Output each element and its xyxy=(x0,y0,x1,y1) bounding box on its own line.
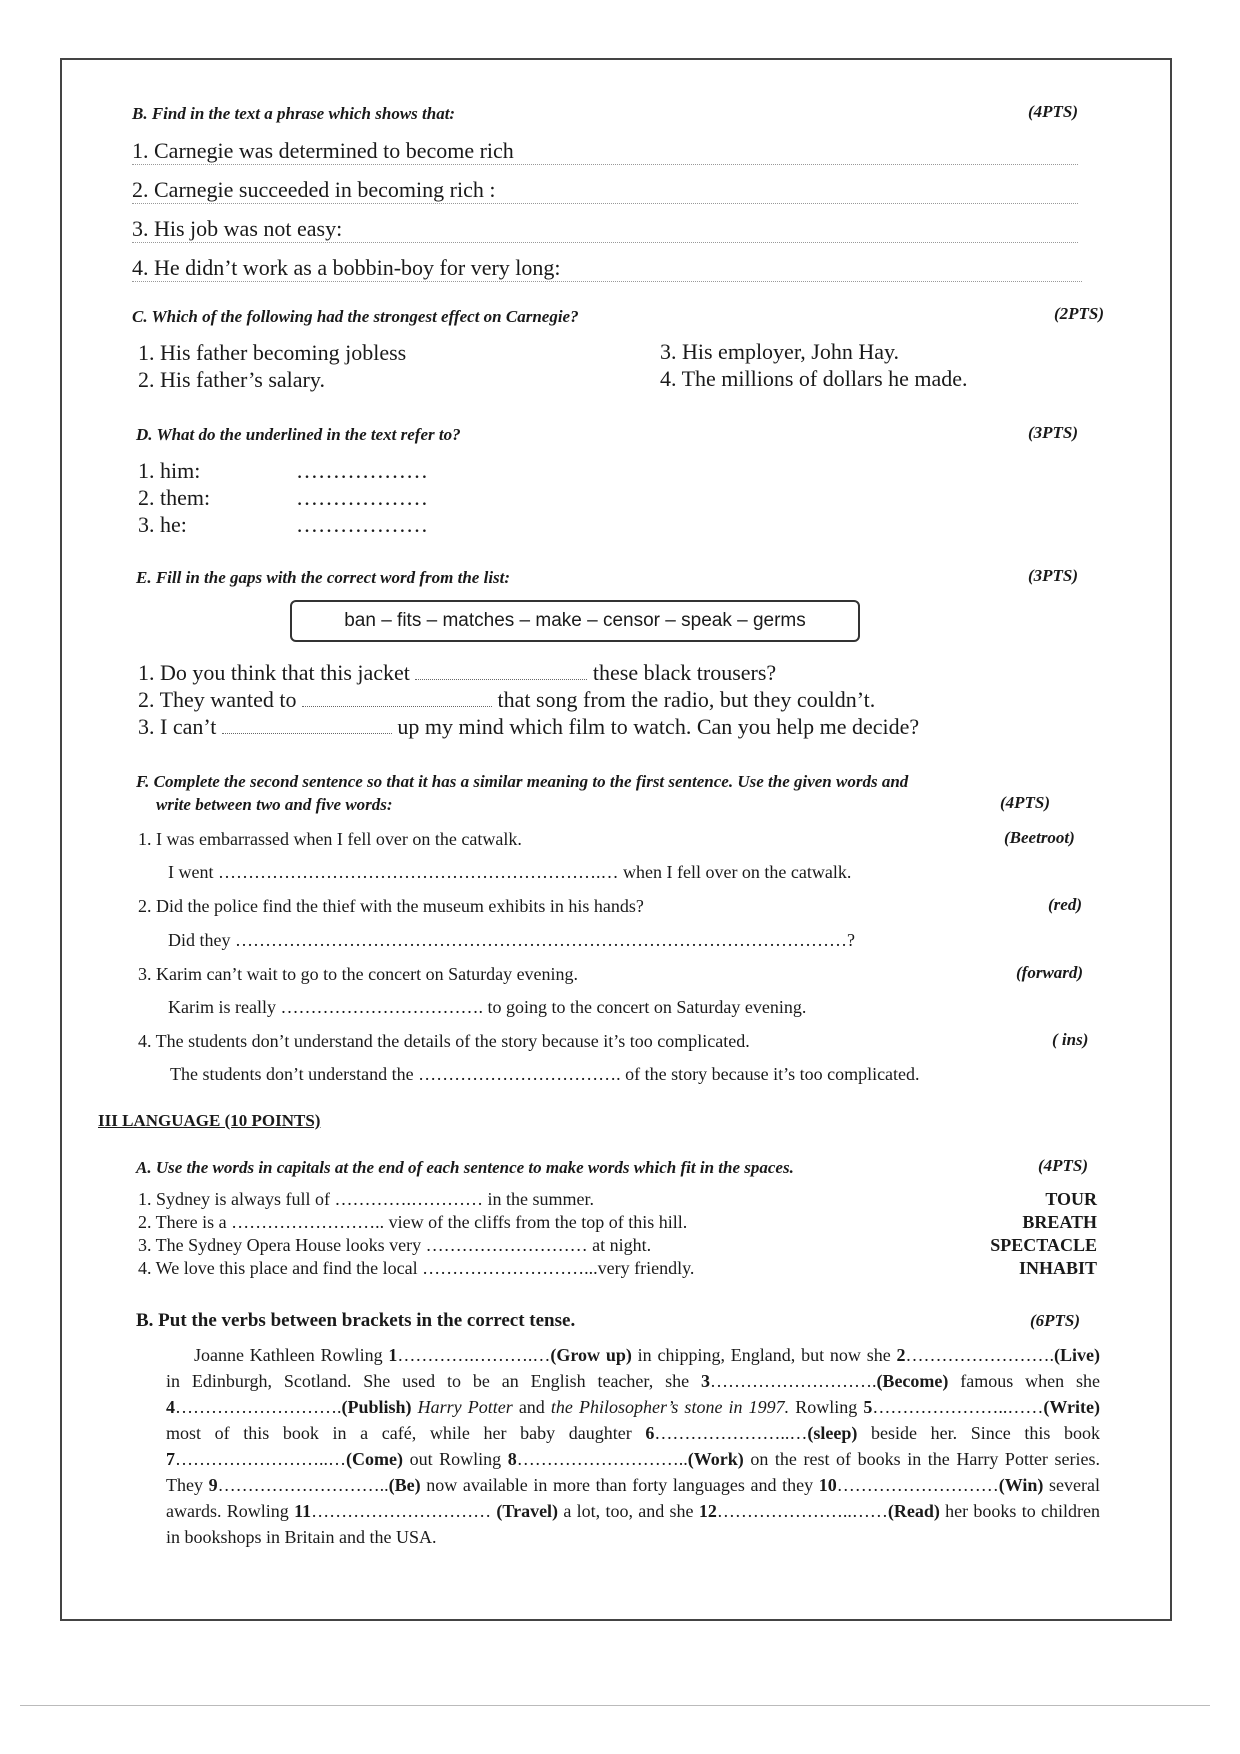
lb-p7: most of this book in a café, while her baby daughter xyxy=(166,1423,646,1443)
lb-book2: the Philosopher’s stone in 1997. xyxy=(550,1397,790,1417)
lb-p10: on the rest of books in the Harry Potter series. They xyxy=(166,1449,1100,1495)
d-item-2-blank: ……………… xyxy=(296,485,428,510)
lb-d11: ………………………… xyxy=(311,1501,492,1521)
lb-book1: Harry Potter xyxy=(411,1397,513,1417)
lb-d5: …………………..…… xyxy=(872,1397,1044,1417)
lb-v8: (Work) xyxy=(687,1449,744,1469)
b-item-1: 1. Carnegie was determined to become rich xyxy=(132,138,1078,165)
lb-p1: Joanne Kathleen Rowling xyxy=(194,1345,389,1365)
lb-n9: 9 xyxy=(208,1475,218,1495)
word-list-box: ban – fits – matches – make – censor – speak – germs xyxy=(290,600,860,642)
language-b-title: B. Put the verbs between brackets in the correct tense. xyxy=(136,1310,576,1331)
section-d-title: D. What do the underlined in the text refer to? xyxy=(136,425,461,444)
d-item-3-blank: ……………… xyxy=(296,512,428,537)
lb-p9: out Rowling xyxy=(402,1449,508,1469)
language-a-points: (4PTS) xyxy=(1038,1156,1089,1175)
section-d-points: (3PTS) xyxy=(1028,423,1079,442)
la-item-2-text: 2. There is a …………………….. view of the cliffs from the top of this hill. xyxy=(138,1212,688,1232)
lb-d7: ……………………..… xyxy=(175,1449,346,1469)
lb-d1: ………….……….… xyxy=(397,1345,551,1365)
lb-n8: 8 xyxy=(507,1449,517,1469)
section-b-points: (4PTS) xyxy=(1028,102,1079,121)
f-item-2-key: (red) xyxy=(1048,895,1082,914)
lb-d9: ……………………….. xyxy=(217,1475,389,1495)
section-e-title: E. Fill in the gaps with the correct word from the list: xyxy=(136,568,511,587)
c-option-3: 3. His employer, John Hay. xyxy=(660,339,900,364)
lb-v3: (Become) xyxy=(876,1371,949,1391)
d-item-1-label: 1. him: xyxy=(138,458,201,483)
lb-d3: ………………………. xyxy=(709,1371,877,1391)
c-option-2: 2. His father’s salary. xyxy=(138,367,325,392)
lb-p3: in Edinburgh, Scotland. She used to be an English teacher, she xyxy=(166,1371,701,1391)
lb-v2: (Live) xyxy=(1054,1345,1100,1365)
lb-v9: (Be) xyxy=(388,1475,421,1495)
lb-n3: 3 xyxy=(700,1371,710,1391)
e-sentence-1-before: 1. Do you think that this jacket xyxy=(138,660,410,685)
e-sentence-2 xyxy=(138,687,875,713)
section-f-title-line1: F. Complete the second sentence so that it has a similar meaning to the first sentence. Use the given words and xyxy=(136,772,909,791)
e-gap-2[interactable] xyxy=(302,692,492,707)
lb-p13: a lot, too, and she xyxy=(558,1501,699,1521)
f-item-3-key: (forward) xyxy=(1016,963,1084,982)
e-sentence-2-before: 2. They wanted to xyxy=(138,687,297,712)
f-item-1-sentence: 1. I was embarrassed when I fell over on the catwalk. xyxy=(138,829,522,849)
lb-p12: several awards. Rowling xyxy=(166,1475,1100,1521)
language-b-points: (6PTS) xyxy=(1030,1311,1081,1330)
lb-v1: (Grow up) xyxy=(550,1345,632,1365)
f-item-2-sentence: 2. Did the police find the thief with the museum exhibits in his hands? xyxy=(138,896,644,916)
lb-n4: 4 xyxy=(166,1397,175,1417)
f-item-1-key: (Beetroot) xyxy=(1004,828,1075,847)
e-gap-1[interactable] xyxy=(415,665,587,680)
lb-n1: 1 xyxy=(388,1345,398,1365)
section-e-points: (3PTS) xyxy=(1028,566,1079,585)
lb-n7: 7 xyxy=(166,1449,175,1469)
d-item-3-label: 3. he: xyxy=(138,512,187,537)
lb-d2: ……………………. xyxy=(905,1345,1054,1365)
language-b-paragraph xyxy=(166,1342,1100,1550)
b-item-4: 4. He didn’t work as a bobbin-boy for very long: xyxy=(132,255,1082,282)
lb-v6: (sleep) xyxy=(807,1423,858,1443)
lb-v10: (Win) xyxy=(998,1475,1044,1495)
la-item-2-word: BREATH xyxy=(1022,1212,1097,1232)
lb-n11: 11 xyxy=(294,1501,312,1521)
e-sentence-1 xyxy=(138,660,776,686)
b-item-3: 3. His job was not easy: xyxy=(132,216,1078,243)
lb-d8: ……………………….. xyxy=(516,1449,688,1469)
la-item-4-word: INHABIT xyxy=(1018,1258,1097,1278)
lb-d12: …………………..…… xyxy=(716,1501,888,1521)
lb-d4: ………………………. xyxy=(175,1397,342,1417)
c-option-4: 4. The millions of dollars he made. xyxy=(660,366,968,391)
e-sentence-1-after: these black trousers? xyxy=(592,660,777,685)
lb-p11: now available in more than forty languages and they xyxy=(420,1475,819,1495)
section-c-points: (2PTS) xyxy=(1054,304,1105,323)
lb-d10: ……………………… xyxy=(836,1475,999,1495)
f-item-4-sentence: 4. The students don’t understand the details of the story because it’s too complicated. xyxy=(138,1031,750,1051)
f-item-3-sentence: 3. Karim can’t wait to go to the concert on Saturday evening. xyxy=(138,964,579,984)
lb-v12: (Read) xyxy=(887,1501,940,1521)
e-sentence-3 xyxy=(138,714,919,740)
f-item-4-key: ( ins) xyxy=(1052,1030,1089,1049)
e-sentence-3-before: 3. I can’t xyxy=(138,714,217,739)
f-item-3-rewrite: Karim is really ……………………………. to going to the concert on Saturday evening. xyxy=(168,997,807,1017)
section-f-points: (4PTS) xyxy=(1000,793,1051,812)
section-3-title: III LANGUAGE (10 POINTS) xyxy=(98,1111,321,1130)
lb-v11: (Travel) xyxy=(491,1501,559,1521)
la-item-3-text: 3. The Sydney Opera House looks very ……………………… at night. xyxy=(138,1235,652,1255)
e-sentence-3-after: up my mind which film to watch. Can you help me decide? xyxy=(397,714,920,739)
lb-p5: and xyxy=(512,1397,551,1417)
lb-n10: 10 xyxy=(818,1475,837,1495)
e-sentence-2-after: that song from the radio, but they couldn’t. xyxy=(497,687,876,712)
lb-p6: Rowling xyxy=(789,1397,864,1417)
lb-p4: famous when she xyxy=(948,1371,1100,1391)
lb-p8: beside her. Since this book xyxy=(857,1423,1100,1443)
b-item-2: 2. Carnegie succeeded in becoming rich : xyxy=(132,177,1078,204)
lb-n5: 5 xyxy=(863,1397,873,1417)
f-item-4-rewrite: The students don’t understand the ……………………………. of the story because it’s too complicated. xyxy=(170,1064,920,1084)
f-item-1-rewrite: I went ……………………………………………………….… when I fell over on the catwalk. xyxy=(168,862,852,882)
lb-n12: 12 xyxy=(698,1501,717,1521)
la-item-3-word: SPECTACLE xyxy=(990,1235,1097,1255)
d-item-2-label: 2. them: xyxy=(138,485,211,510)
lb-p14: her books to children in bookshops in Britain and the USA. xyxy=(166,1501,1101,1547)
f-item-2-rewrite: Did they …………………………………………………………………………………………? xyxy=(168,930,855,950)
la-item-4-text: 4. We love this place and find the local ………………………...very friendly. xyxy=(138,1258,695,1278)
section-b-title: B. Find in the text a phrase which shows that: xyxy=(132,104,456,123)
lb-n2: 2 xyxy=(896,1345,906,1365)
d-item-1-blank: ……………… xyxy=(296,458,428,483)
page-bottom-rule xyxy=(20,1705,1210,1706)
lb-v5: (Write) xyxy=(1043,1397,1100,1417)
language-a-title: A. Use the words in capitals at the end of each sentence to make words which fit in the spaces. xyxy=(136,1158,794,1177)
lb-v4: (Publish) xyxy=(341,1397,412,1417)
la-item-1-text: 1. Sydney is always full of ………….………… in the summer. xyxy=(138,1189,594,1209)
lb-d6: …………………..… xyxy=(654,1423,808,1443)
section-f-title-line2: write between two and five words: xyxy=(156,795,393,814)
lb-v7: (Come) xyxy=(346,1449,403,1469)
la-item-1-word: TOUR xyxy=(1045,1189,1097,1209)
lb-n6: 6 xyxy=(645,1423,655,1443)
lb-p2: in chipping, England, but now she xyxy=(631,1345,897,1365)
c-option-1: 1. His father becoming jobless xyxy=(138,340,407,365)
e-gap-3[interactable] xyxy=(222,719,392,734)
section-c-title: C. Which of the following had the strongest effect on Carnegie? xyxy=(132,307,579,326)
